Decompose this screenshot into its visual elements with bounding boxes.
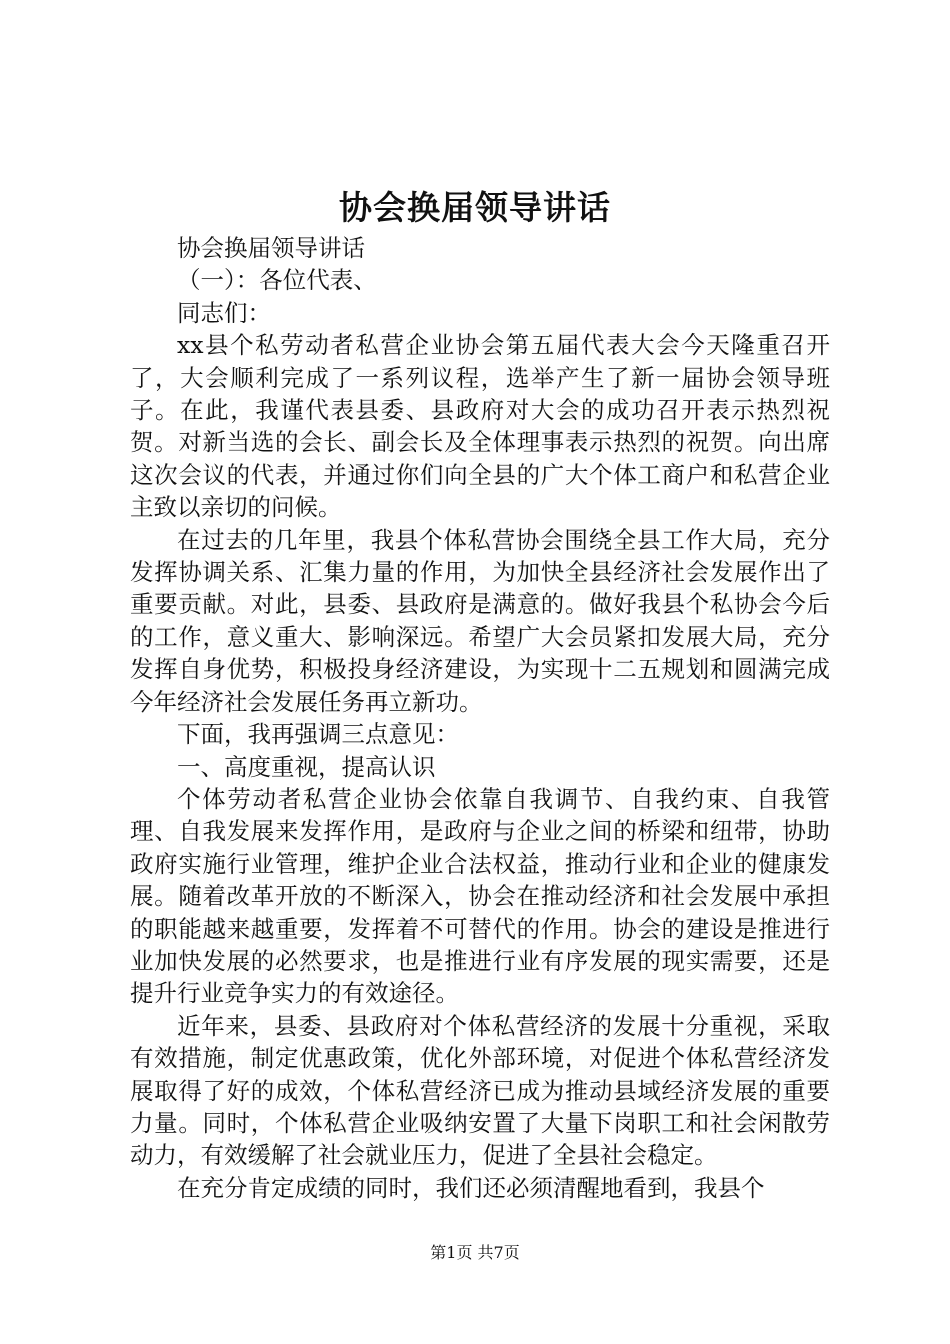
document-body — [130, 232, 830, 1204]
paragraph-salutation-1: （一）：各位代表、 — [177, 266, 377, 295]
paragraph-opening: xx县个私劳动者私营企业协会第五届代表大会今天隆重召开了，大会顺利完成了一系列议程，选举产生了新一届协会领导班子。在此，我谨代表县委、县政府对大会的成功召开表示热烈祝贺。对新当选的会长、副会长及全体理事表示热烈的祝贺。向出席这次会议的代表，并通过你们向全县的广大个体工商户和私营企业主致以亲切的问候。 — [130, 331, 830, 522]
page-number-footer: 第1页 共7页 — [430, 1243, 520, 1262]
paragraph-heading-repeat: 协会换届领导讲话 — [177, 234, 365, 262]
paragraph-transition: 下面，我再强调三点意见： — [177, 720, 459, 749]
paragraph-association-role: 个体劳动者私营企业协会依靠自我调节、自我约束、自我管理、自我发展来发挥作用，是政府与企业之间的桥梁和纽带，协助政府实施行业管理，维护企业合法权益，推动行业和企业的健康发展。随着改革开放的不断深入，协会在推动经济和社会发展中承担的职能越来越重要，发挥着不可替代的作用。协会的建设是推进行业加快发展的必然要求，也是推进行业有序发展的现实需要，还是提升行业竞争实力的有效途径。 — [130, 784, 830, 1008]
paragraph-continuation: 在充分肯定成绩的同时，我们还必须清醒地看到，我县个 — [177, 1173, 765, 1202]
document-title: 协会换届领导讲话 — [339, 188, 611, 227]
paragraph-salutation-2: 同志们： — [177, 298, 271, 327]
section-heading-1: 一、高度重视，提高认识 — [177, 752, 436, 781]
paragraph-achievements: 在过去的几年里，我县个体私营协会围绕全县工作大局，充分发挥协调关系、汇集力量的作用，为加快全县经济社会发展作出了重要贡献。对此，县委、县政府是满意的。做好我县个私协会今后的工作，意义重大、影响深远。希望广大会员紧扣发展大局，充分发挥自身优势，积极投身经济建设，为实现十二五规划和圆满完成今年经济社会发展任务再立新功。 — [130, 525, 830, 716]
paragraph-recent-years: 近年来，县委、县政府对个体私营经济的发展十分重视，采取有效措施，制定优惠政策，优化外部环境，对促进个体私营经济发展取得了好的成效，个体私营经济已成为推动县域经济发展的重要力量。同时，个体私营企业吸纳安置了大量下岗职工和社会闲散劳动力，有效缓解了社会就业压力，促进了全县社会稳定。 — [130, 1011, 830, 1170]
